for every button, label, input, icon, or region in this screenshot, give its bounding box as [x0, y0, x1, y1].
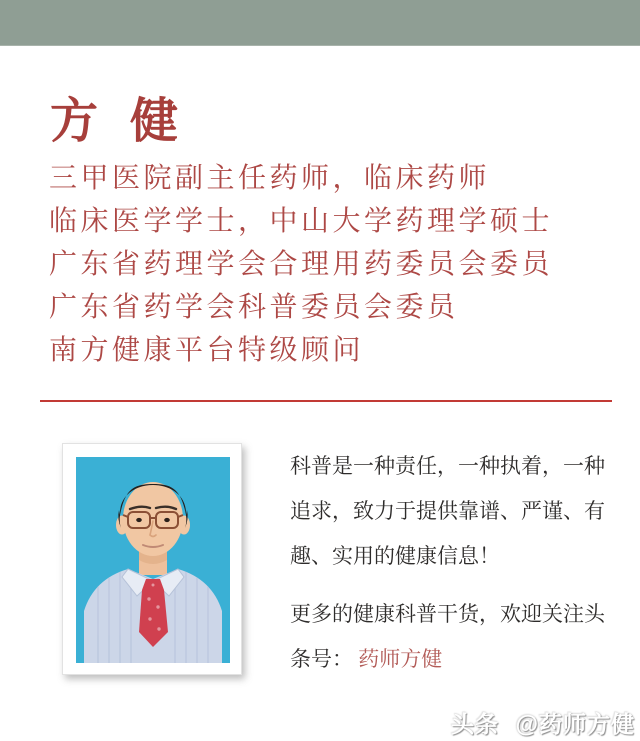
- bio-line: 追求，致力于提供靠谱、严谨、有: [290, 499, 605, 523]
- credentials-list: [49, 157, 553, 372]
- credential-line: 临床医学学士，中山大学药理学硕士: [49, 206, 554, 237]
- watermark-handle: @药师方健: [515, 711, 635, 737]
- portrait-photo-frame: [62, 443, 242, 675]
- section-divider: [40, 400, 612, 402]
- credential-line: 广东省药学会科普委员会委员: [49, 292, 459, 323]
- credential-line: 南方健康平台特级顾问: [49, 335, 365, 366]
- cta-line: 更多的健康科普干货，欢迎关注头: [290, 602, 605, 626]
- watermark-platform: 头条: [451, 711, 500, 737]
- bio-line: 趣、实用的健康信息！: [290, 544, 500, 568]
- credential-line: 广东省药理学会合理用药委员会委员: [49, 249, 554, 280]
- header-band: [0, 0, 640, 46]
- credential-line: 三甲医院副主任药师，临床药师: [49, 163, 491, 194]
- portrait-photo: [76, 457, 230, 663]
- profile-name: 方 健: [50, 95, 189, 148]
- bio-line: 科普是一种责任，一种执着，一种: [290, 454, 605, 478]
- toutiao-watermark: [451, 706, 635, 739]
- bio-statement: [290, 444, 605, 579]
- cta-line: [290, 637, 605, 682]
- cta-prefix: 条号：: [290, 647, 353, 671]
- cta-text: [290, 592, 605, 682]
- toutiao-handle-name: 药师方健: [358, 647, 443, 671]
